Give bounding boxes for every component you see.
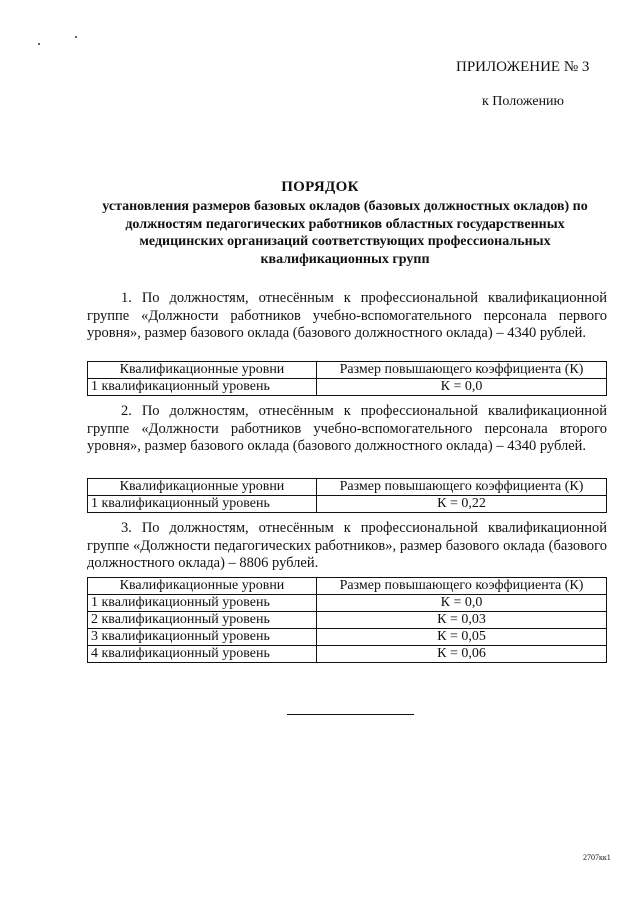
- section-3-text-rest: группе «Должности педагогических работников», размер базового оклада (базового должностного оклада) – 8806 рублей.: [87, 537, 607, 571]
- appendix-number: ПРИЛОЖЕНИЕ № 3: [456, 59, 590, 75]
- section-1-table: [87, 361, 607, 396]
- document-subtitle: установления размеров базовых окладов (базовых должностных окладов) по должностям педагогических работников областных государственных медицинских организаций соответствующих профессиональных квалификационных групп: [102, 199, 588, 267]
- header-levels: Квалификационные уровни: [88, 362, 317, 379]
- level-cell: 4 квалификационный уровень: [88, 646, 317, 663]
- footer-code: 2707кк1: [583, 853, 611, 862]
- coefficient-cell: К = 0,06: [317, 646, 607, 663]
- coefficient-cell: К = 0,03: [317, 612, 607, 629]
- section-2-text-first: 2. По должностям, отнесённым к профессиональной квалификационной: [121, 403, 607, 419]
- coefficient-cell: К = 0,05: [317, 629, 607, 646]
- level-cell: 1 квалификационный уровень: [88, 379, 317, 396]
- section-1-text-first: 1. По должностям, отнесённым к профессиональной квалификационной: [121, 290, 607, 306]
- table-row: [88, 612, 607, 629]
- coefficient-cell: К = 0,22: [317, 496, 607, 513]
- section-3-table: [87, 577, 607, 663]
- table-header-row: [88, 479, 607, 496]
- coefficient-cell: К = 0,0: [317, 379, 607, 396]
- header-levels: Квалификационные уровни: [88, 479, 317, 496]
- table-header-row: [88, 578, 607, 595]
- table-row: [88, 595, 607, 612]
- scan-speck: [38, 43, 40, 45]
- header-levels: Квалификационные уровни: [88, 578, 317, 595]
- table-row: [88, 646, 607, 663]
- header-coefficient: Размер повышающего коэффициента (К): [317, 362, 607, 379]
- section-1-text-rest: группе «Должности работников учебно-вспомогательного персонала первого уровня», размер базового оклада (базового должностного оклада) – 4340 рублей.: [87, 307, 607, 341]
- table-row: [88, 379, 607, 396]
- scan-specks: [34, 30, 84, 50]
- section-2-text-rest: группе «Должности работников учебно-вспомогательного персонала второго уровня», размер базового оклада (базового должностного оклада) – 4340 рублей.: [87, 420, 607, 454]
- section-3-text-first: 3. По должностям, отнесённым к профессиональной квалификационной: [121, 520, 607, 536]
- level-cell: 2 квалификационный уровень: [88, 612, 317, 629]
- header-coefficient: Размер повышающего коэффициента (К): [317, 578, 607, 595]
- level-cell: 1 квалификационный уровень: [88, 496, 317, 513]
- section-1-text: [87, 290, 607, 343]
- level-cell: 1 квалификационный уровень: [88, 595, 317, 612]
- table-row: [88, 496, 607, 513]
- scan-speck: [75, 36, 77, 38]
- document-title: ПОРЯДОК: [281, 179, 359, 195]
- section-3-text: [87, 520, 607, 573]
- closing-divider: [287, 714, 414, 715]
- table-header-row: [88, 362, 607, 379]
- level-cell: 3 квалификационный уровень: [88, 629, 317, 646]
- table-row: [88, 629, 607, 646]
- header-coefficient: Размер повышающего коэффициента (К): [317, 479, 607, 496]
- section-2-table: [87, 478, 607, 513]
- section-2-text: [87, 403, 607, 456]
- appendix-reference: к Положению: [482, 94, 565, 109]
- coefficient-cell: К = 0,0: [317, 595, 607, 612]
